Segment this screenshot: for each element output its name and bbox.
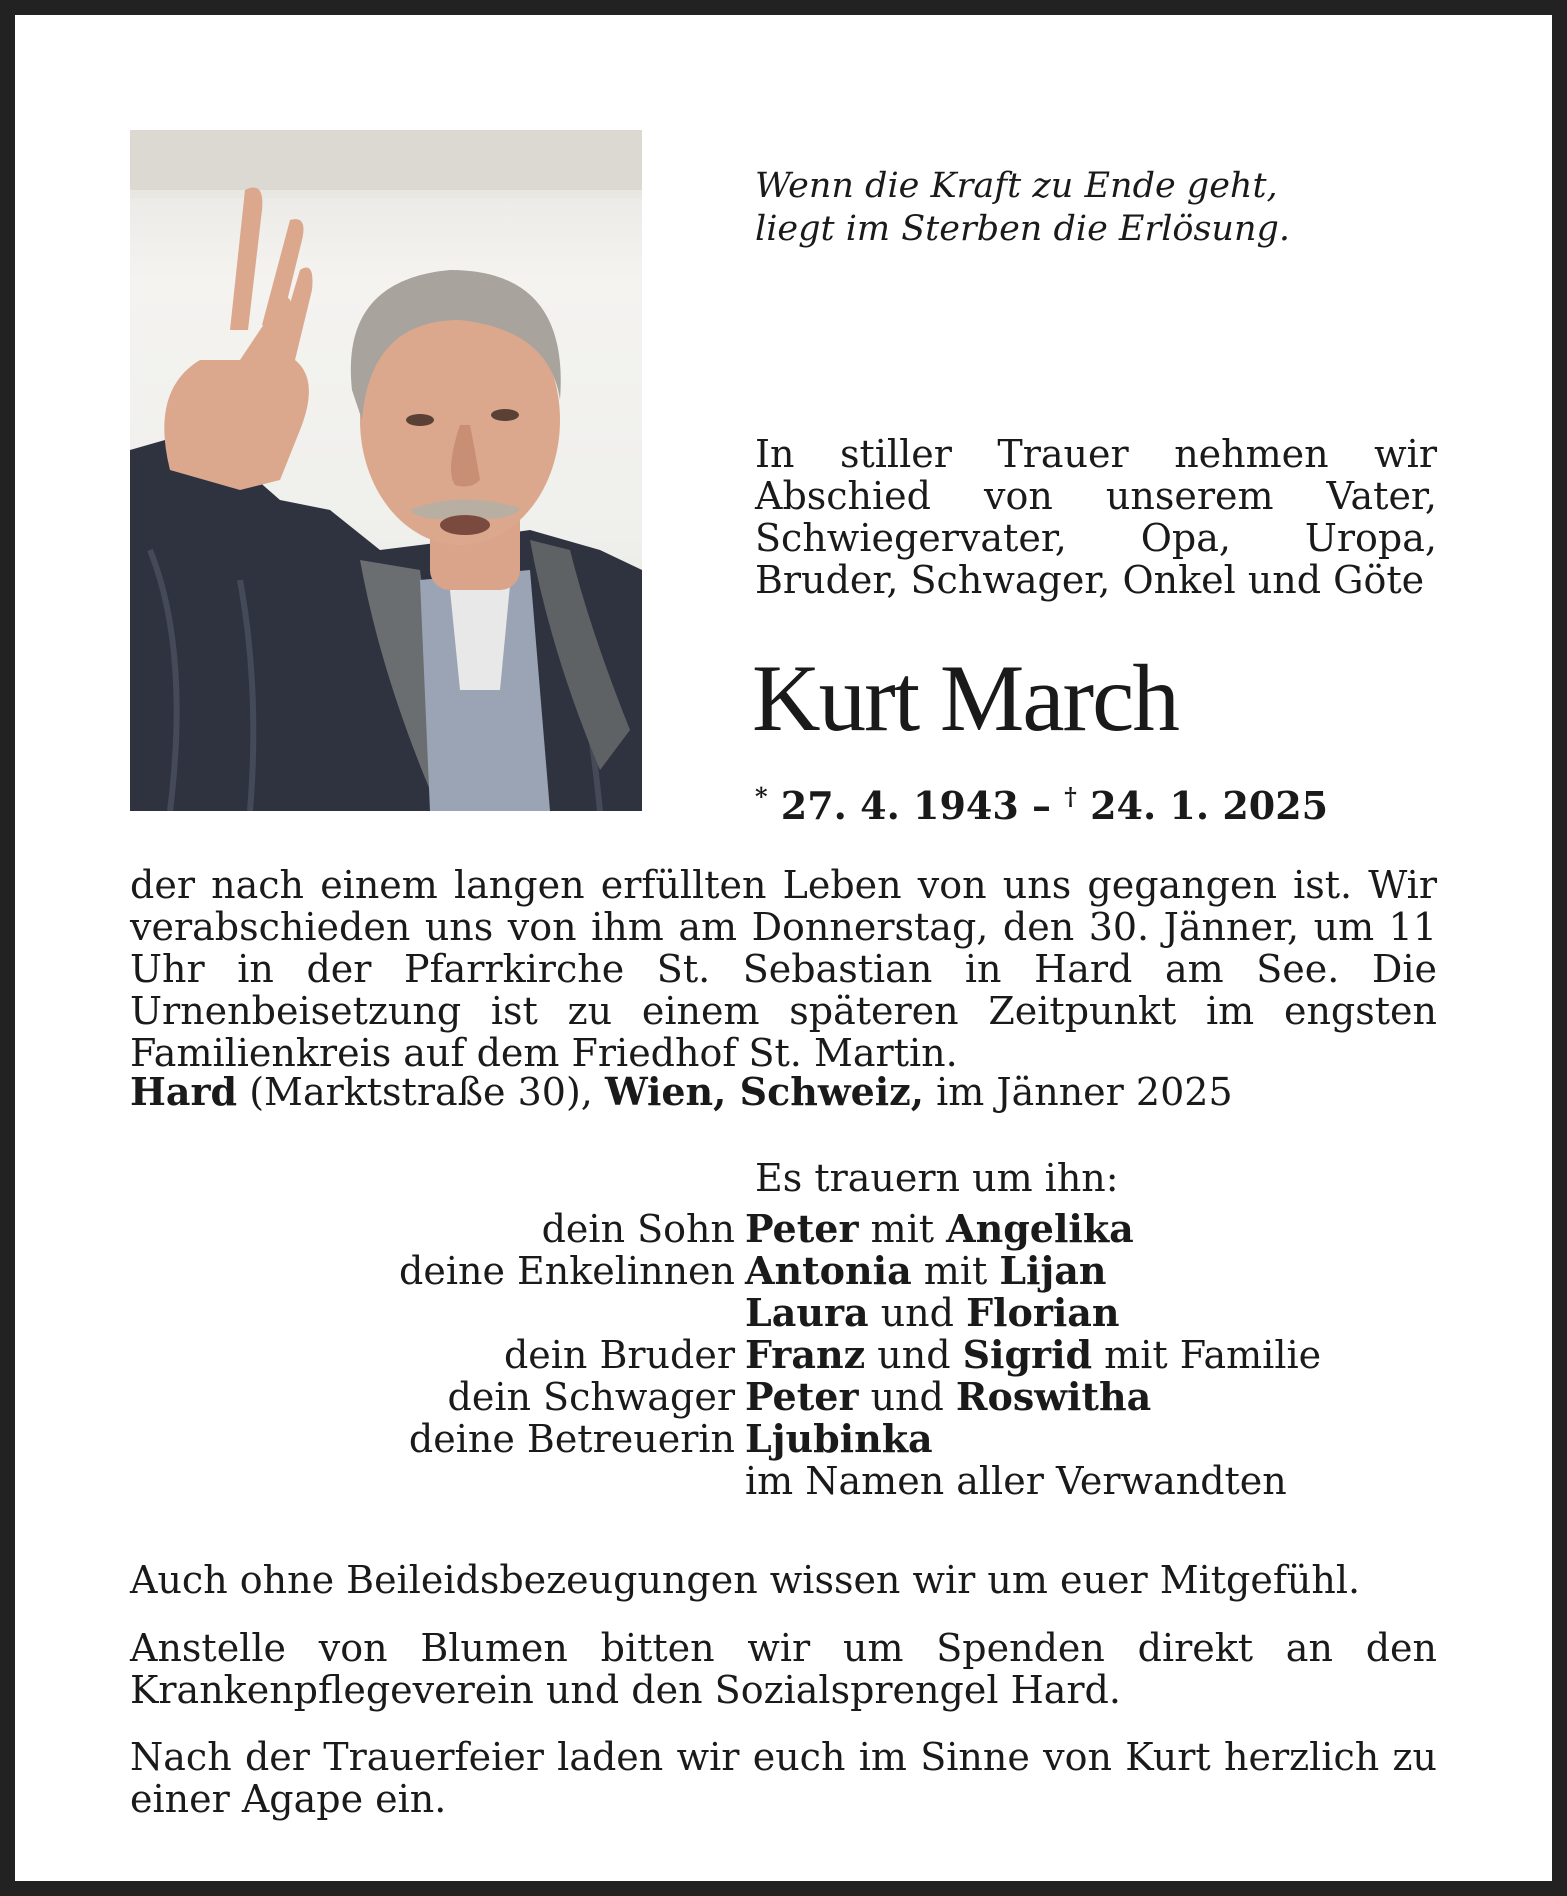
mourner-relation: deine Betreuerin (408, 1417, 735, 1461)
portrait-illustration (130, 130, 642, 811)
mourner-row (130, 1250, 1437, 1292)
mourner-row (130, 1376, 1437, 1418)
mourner-name: Lijan (999, 1248, 1107, 1293)
mourner-relation: dein Sohn (541, 1207, 735, 1251)
mourner-relation (130, 1292, 745, 1334)
mourner-name: Roswitha (955, 1374, 1152, 1419)
mourner-connector: mit (911, 1249, 1000, 1293)
quote-line-1: Wenn die Kraft zu Ende geht, (755, 166, 1278, 206)
place-address: (Marktstraße 30), (237, 1070, 605, 1114)
place-city: Hard (130, 1069, 238, 1114)
place-date-line (130, 1071, 1233, 1113)
mourner-row (130, 1418, 1437, 1460)
intro-text: In stiller Trauer nehmen wir Abschied von unserem Vater, Schwiegervater, Opa, Uropa, Bruder, Schwager, Onkel und Göte (755, 432, 1437, 602)
mourner-name: Sigrid (962, 1332, 1093, 1377)
mourner-connector: im Namen aller Verwandten (745, 1459, 1287, 1503)
mourner-relation: dein Bruder (503, 1333, 735, 1377)
place-others: Wien, Schweiz, (604, 1069, 924, 1114)
mourner-names (745, 1376, 1151, 1418)
mourner-name: Peter (745, 1206, 859, 1251)
mourner-names (745, 1208, 1134, 1250)
mourner-names (745, 1334, 1321, 1376)
mourner-name: Florian (966, 1290, 1120, 1335)
mourner-names (745, 1250, 1106, 1292)
deceased-name: Kurt March (752, 645, 1178, 751)
mourner-name: Ljubinka (745, 1416, 933, 1461)
mourner-connector: und (868, 1291, 967, 1335)
date-separator: – (1018, 783, 1065, 828)
mourner-row (130, 1460, 1437, 1502)
closing-paragraph-2: Anstelle von Blumen bitten wir um Spenden direkt an den Krankenpflegeverein und den Sozialsprengel Hard. (130, 1626, 1437, 1712)
death-date: 24. 1. 2025 (1090, 783, 1329, 828)
mourner-relation: dein Schwager (447, 1375, 735, 1419)
birth-date: 27. 4. 1943 (780, 783, 1019, 828)
life-dates (755, 782, 1328, 828)
mourner-connector: und (865, 1333, 963, 1377)
mourner-name: Laura (745, 1290, 869, 1335)
closing-paragraph-1: Auch ohne Beileidsbezeugungen wissen wir um euer Mitgefühl. (130, 1558, 1361, 1602)
mourner-names (745, 1460, 1287, 1502)
portrait-photo (130, 130, 642, 811)
mourner-relation: deine Enkelinnen (399, 1249, 735, 1293)
mourner-name: Angelika (946, 1206, 1134, 1251)
quote-line-2: liegt im Sterben die Erlösung. (755, 209, 1291, 249)
mourner-row (130, 1334, 1437, 1376)
mourner-name: Peter (745, 1374, 859, 1419)
mourner-name: Antonia (745, 1248, 912, 1293)
mourner-name: Franz (745, 1332, 866, 1377)
closing-paragraph-3: Nach der Trauerfeier laden wir euch im Sinne von Kurt herzlich zu einer Agape ein. (130, 1735, 1437, 1821)
mourner-connector: mit Familie (1092, 1333, 1322, 1377)
mourner-connector: mit (858, 1207, 947, 1251)
mourners-heading: Es trauern um ihn: (755, 1156, 1119, 1200)
mourner-names (745, 1418, 933, 1460)
mourner-row (130, 1208, 1437, 1250)
place-date: im Jänner 2025 (924, 1070, 1233, 1114)
quote (755, 165, 1455, 251)
mourners-list (130, 1208, 1437, 1502)
mourner-names (745, 1292, 1120, 1334)
death-symbol: † (1064, 782, 1077, 811)
birth-symbol: * (755, 782, 768, 811)
mourner-relation (130, 1460, 745, 1502)
mourner-connector: und (858, 1375, 956, 1419)
funeral-details: der nach einem langen erfüllten Leben von uns gegangen ist. Wir verabschieden uns von ihm am Donnerstag, den 30. Jänner, um 11 Uhr in der Pfarrkirche St. Sebastian in Hard am See. Die Urnenbeisetzung ist zu einem späteren Zeitpunkt im engsten Familienkreis auf dem Friedhof St. Martin. (130, 863, 1437, 1075)
mourner-row (130, 1292, 1437, 1334)
